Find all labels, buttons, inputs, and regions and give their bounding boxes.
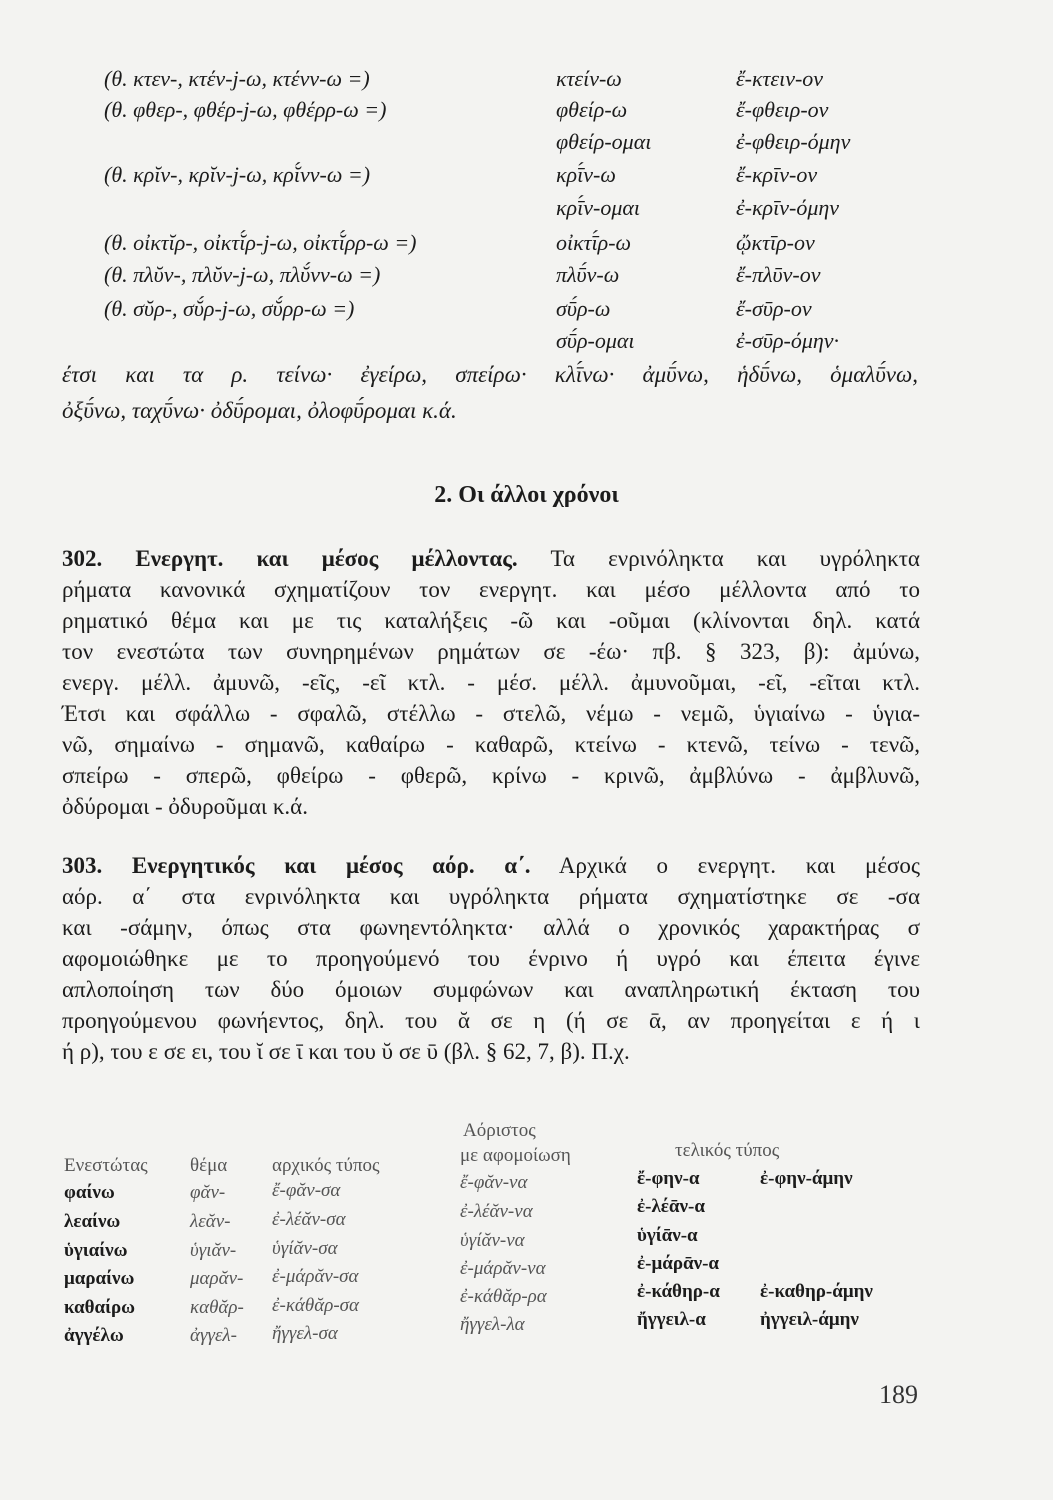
- table-cell: ἤγγειλ-α: [637, 1309, 706, 1330]
- derivation-theme: (θ. φθερ-, φθέρ-j-ω, φθέρρ-ω =): [104, 97, 387, 122]
- derivation-present: πλῡ́ν-ω: [556, 262, 620, 287]
- table-cell: ἀγγελ-: [190, 1325, 237, 1346]
- paragraph-line: ενεργ. μέλλ. ἀμυνῶ, -εῖς, -εῖ κτλ. - μέσ. μέλλ. ἀμυνοῦμαι, -εῖ, -εῖται κτλ.: [62, 670, 920, 695]
- derivation-present: κρῑ́ν-ομαι: [556, 195, 641, 220]
- paragraph-line: ρηματικό θέμα και με τις καταλήξεις -ῶ και -οῦμαι (κλίνονται δηλ. κατά: [62, 608, 920, 633]
- table-cell: μαρᾰν-: [190, 1268, 244, 1289]
- table-cell: ἐ-λέᾰν-να: [460, 1201, 533, 1222]
- table-header-final-form: τελικός τύπος: [675, 1140, 780, 1161]
- table-cell: ὑγίᾰν-να: [460, 1230, 525, 1251]
- table-cell: φᾰν-: [190, 1182, 226, 1203]
- table-cell: φαίνω: [64, 1182, 115, 1203]
- paragraph-302: [62, 543, 920, 822]
- derivation-aorist: ἔ-φθειρ-ον: [736, 97, 829, 122]
- paragraph-line: Έτσι και σφάλλω - σφαλῶ, στέλλω - στελῶ, νέμω - νεμῶ, ὑγιαίνω - ὑγια-: [62, 701, 920, 726]
- derivation-aorist: ἔ-πλῡν-ον: [736, 262, 821, 287]
- paragraph-303: [62, 850, 920, 1067]
- table-cell: ἠγγειλ-άμην: [760, 1309, 859, 1330]
- derivation-theme: (θ. κτεν-, κτέν-j-ω, κτένν-ω =): [104, 66, 370, 91]
- paragraph-line: και -σάμην, όπως στα φωνηεντόληκτα· αλλά ο χρονικός χαρακτήρας σ: [62, 915, 920, 940]
- derivation-row: [0, 230, 1053, 260]
- table-cell: ἔ-φην-α: [637, 1168, 700, 1189]
- derivation-aorist: ἐ-σῡρ-όμην·: [736, 328, 840, 353]
- derivation-aorist: ἔ-κτειν-ον: [736, 66, 824, 91]
- table-cell: λεαίνω: [64, 1211, 121, 1232]
- paragraph-line: αόρ. α΄ στα ενρινόληκτα και υγρόληκτα ρήματα σχηματίστηκε σε -σα: [62, 884, 920, 909]
- derivation-theme: (θ. πλῠν-, πλῠν-j-ω, πλῠ́νν-ω =): [104, 262, 381, 287]
- table-cell: ἤγγελ-σα: [272, 1323, 338, 1344]
- table-cell: ἐ-μάρᾱν-α: [637, 1253, 720, 1274]
- derivation-aorist: ἔ-σῡρ-ον: [736, 296, 812, 321]
- table-cell: ὑγίᾰν-σα: [272, 1238, 338, 1259]
- table-cell: ἤγγελ-λα: [460, 1314, 525, 1335]
- table-cell: ὑγίᾱν-α: [637, 1225, 698, 1246]
- derivation-row: [0, 328, 1053, 358]
- table-cell: ἐ-κάθᾰρ-σα: [272, 1295, 360, 1316]
- table-cell: καθᾰρ-: [190, 1297, 244, 1318]
- table-header-present: Ενεστώτας: [64, 1155, 148, 1176]
- table-cell: ἐ-λέᾰν-σα: [272, 1209, 346, 1230]
- derivation-present: φθείρ-ω: [556, 97, 628, 122]
- paragraph-line: ή ρ), του ε σε ει, του ῐ σε ῑ και του ῠ σε ῡ (βλ. § 62, 7, β). Π.χ.: [62, 1039, 630, 1064]
- paragraph-line: Αρχικά ο ενεργητ. και μέσος: [558, 853, 920, 878]
- paragraph-line: ὀδύρομαι - ὀδυροῦμαι κ.ά.: [62, 794, 308, 819]
- table-cell: ἐ-λέᾱν-α: [637, 1196, 705, 1217]
- table-cell: ἀγγέλω: [64, 1325, 124, 1346]
- derivation-aorist: ἔ-κρῑν-ον: [736, 162, 818, 187]
- also-verbs-line: ὀξῡ́νω, ταχῡ́νω· ὀδῡ́ρομαι, ὀλοφῡ́ρομαι κ.ά.: [62, 398, 457, 423]
- table-header-assimilation: με αφομοίωση: [460, 1145, 571, 1166]
- paragraph-line: απλοποίηση των δύο όμοιων συμφώνων και αναπληρωτική έκταση του: [62, 977, 920, 1002]
- derivation-row: [0, 66, 1053, 96]
- table-header-aorist: Αόριστος: [463, 1120, 536, 1141]
- derivation-present: κρῑ́ν-ω: [556, 162, 616, 187]
- section-title: 2. Οι άλλοι χρόνοι: [434, 482, 619, 508]
- paragraph-line: σπείρω - σπερῶ, φθείρω - φθερῶ, κρίνω - κρινῶ, ἀμβλύνω - ἀμβλυνῶ,: [62, 763, 920, 788]
- paragraph-line: Τα ενρινόληκτα και υγρόληκτα: [550, 546, 920, 571]
- derivation-row: [0, 296, 1053, 326]
- table-header-initial-form: αρχικός τύπος: [272, 1155, 380, 1176]
- paragraph-line: προηγούμενου φωνήεντος, δηλ. του ᾰ σε η (ή σε ᾱ, αν προηγείται ε ή ι: [62, 1008, 920, 1033]
- derivation-row: [0, 97, 1053, 127]
- page-number: 189: [879, 1380, 918, 1409]
- paragraph-line: αφομοιώθηκε με το προηγούμενό του ένρινο ή υγρό και έπειτα έγινε: [62, 946, 920, 971]
- table-cell: ἐ-καθηρ-άμην: [760, 1281, 873, 1302]
- table-header-theme: θέμα: [190, 1155, 228, 1176]
- table-cell: λεᾰν-: [190, 1211, 231, 1232]
- derivation-theme: (θ. κρῐν-, κρῐν-j-ω, κρῐ́νν-ω =): [104, 162, 371, 187]
- table-cell: ἐ-φην-άμην: [760, 1168, 853, 1189]
- derivation-theme: (θ. σῠρ-, σῠ́ρ-j-ω, σῠ́ρρ-ω =): [104, 296, 355, 321]
- table-cell: ἐ-κάθηρ-α: [637, 1281, 720, 1302]
- derivation-present: φθείρ-ομαι: [556, 129, 652, 154]
- derivation-aorist: ᾤκτῑρ-ον: [736, 230, 815, 255]
- derivation-row: [0, 162, 1053, 192]
- table-cell: ἔ-φᾰν-να: [460, 1172, 528, 1193]
- derivation-present: σῡ́ρ-ομαι: [556, 328, 635, 353]
- paragraph-line: τον ενεστώτα των συνηρημένων ρημάτων σε -έω· πβ. § 323, β): ἀμύνω,: [62, 639, 920, 664]
- derivation-aorist: ἐ-κρῑν-όμην: [736, 195, 840, 220]
- table-cell: ἐ-κάθᾰρ-ρα: [460, 1286, 547, 1307]
- paragraph-line: ρήματα κανονικά σχηματίζουν τον ενεργητ. και μέσο μέλλοντα από το: [62, 577, 920, 602]
- paragraph-heading: 302. Ενεργητ. και μέσος μέλλοντας.: [62, 546, 518, 571]
- also-verbs-line: έτσι και τα ρ. τείνω· ἐγείρω, σπείρω· κλῑ́νω· ἀμῡ́νω, ἡδῡ́νω, ὁμαλῡ́νω,: [62, 362, 918, 387]
- derivation-aorist: ἐ-φθειρ-όμην: [736, 129, 851, 154]
- derivation-present: κτείν-ω: [556, 66, 622, 91]
- paragraph-line: νῶ, σημαίνω - σημανῶ, καθαίρω - καθαρῶ, κτείνω - κτενῶ, τείνω - τενῶ,: [62, 732, 920, 757]
- derivation-row: [0, 195, 1053, 225]
- derivation-present: οἰκτῑ́ρ-ω: [556, 230, 632, 255]
- derivation-row: [0, 262, 1053, 292]
- derivation-theme: (θ. οἰκτῐρ-, οἰκτῐ́ρ-j-ω, οἰκτῐ́ρρ-ω =): [104, 230, 417, 255]
- derivation-present: σῡ́ρ-ω: [556, 296, 611, 321]
- paragraph-heading: 303. Ενεργητικός και μέσος αόρ. α΄.: [62, 853, 531, 878]
- table-cell: ἔ-φᾰν-σα: [272, 1180, 341, 1201]
- table-cell: μαραίνω: [64, 1268, 135, 1289]
- table-cell: ἐ-μάρᾰν-σα: [272, 1266, 359, 1287]
- table-cell: ὑγιᾰν-: [190, 1240, 237, 1261]
- table-cell: καθαίρω: [64, 1297, 136, 1318]
- table-cell: ἐ-μάρᾰν-να: [460, 1258, 546, 1279]
- table-cell: ὑγιαίνω: [64, 1240, 128, 1261]
- derivation-row: [0, 129, 1053, 159]
